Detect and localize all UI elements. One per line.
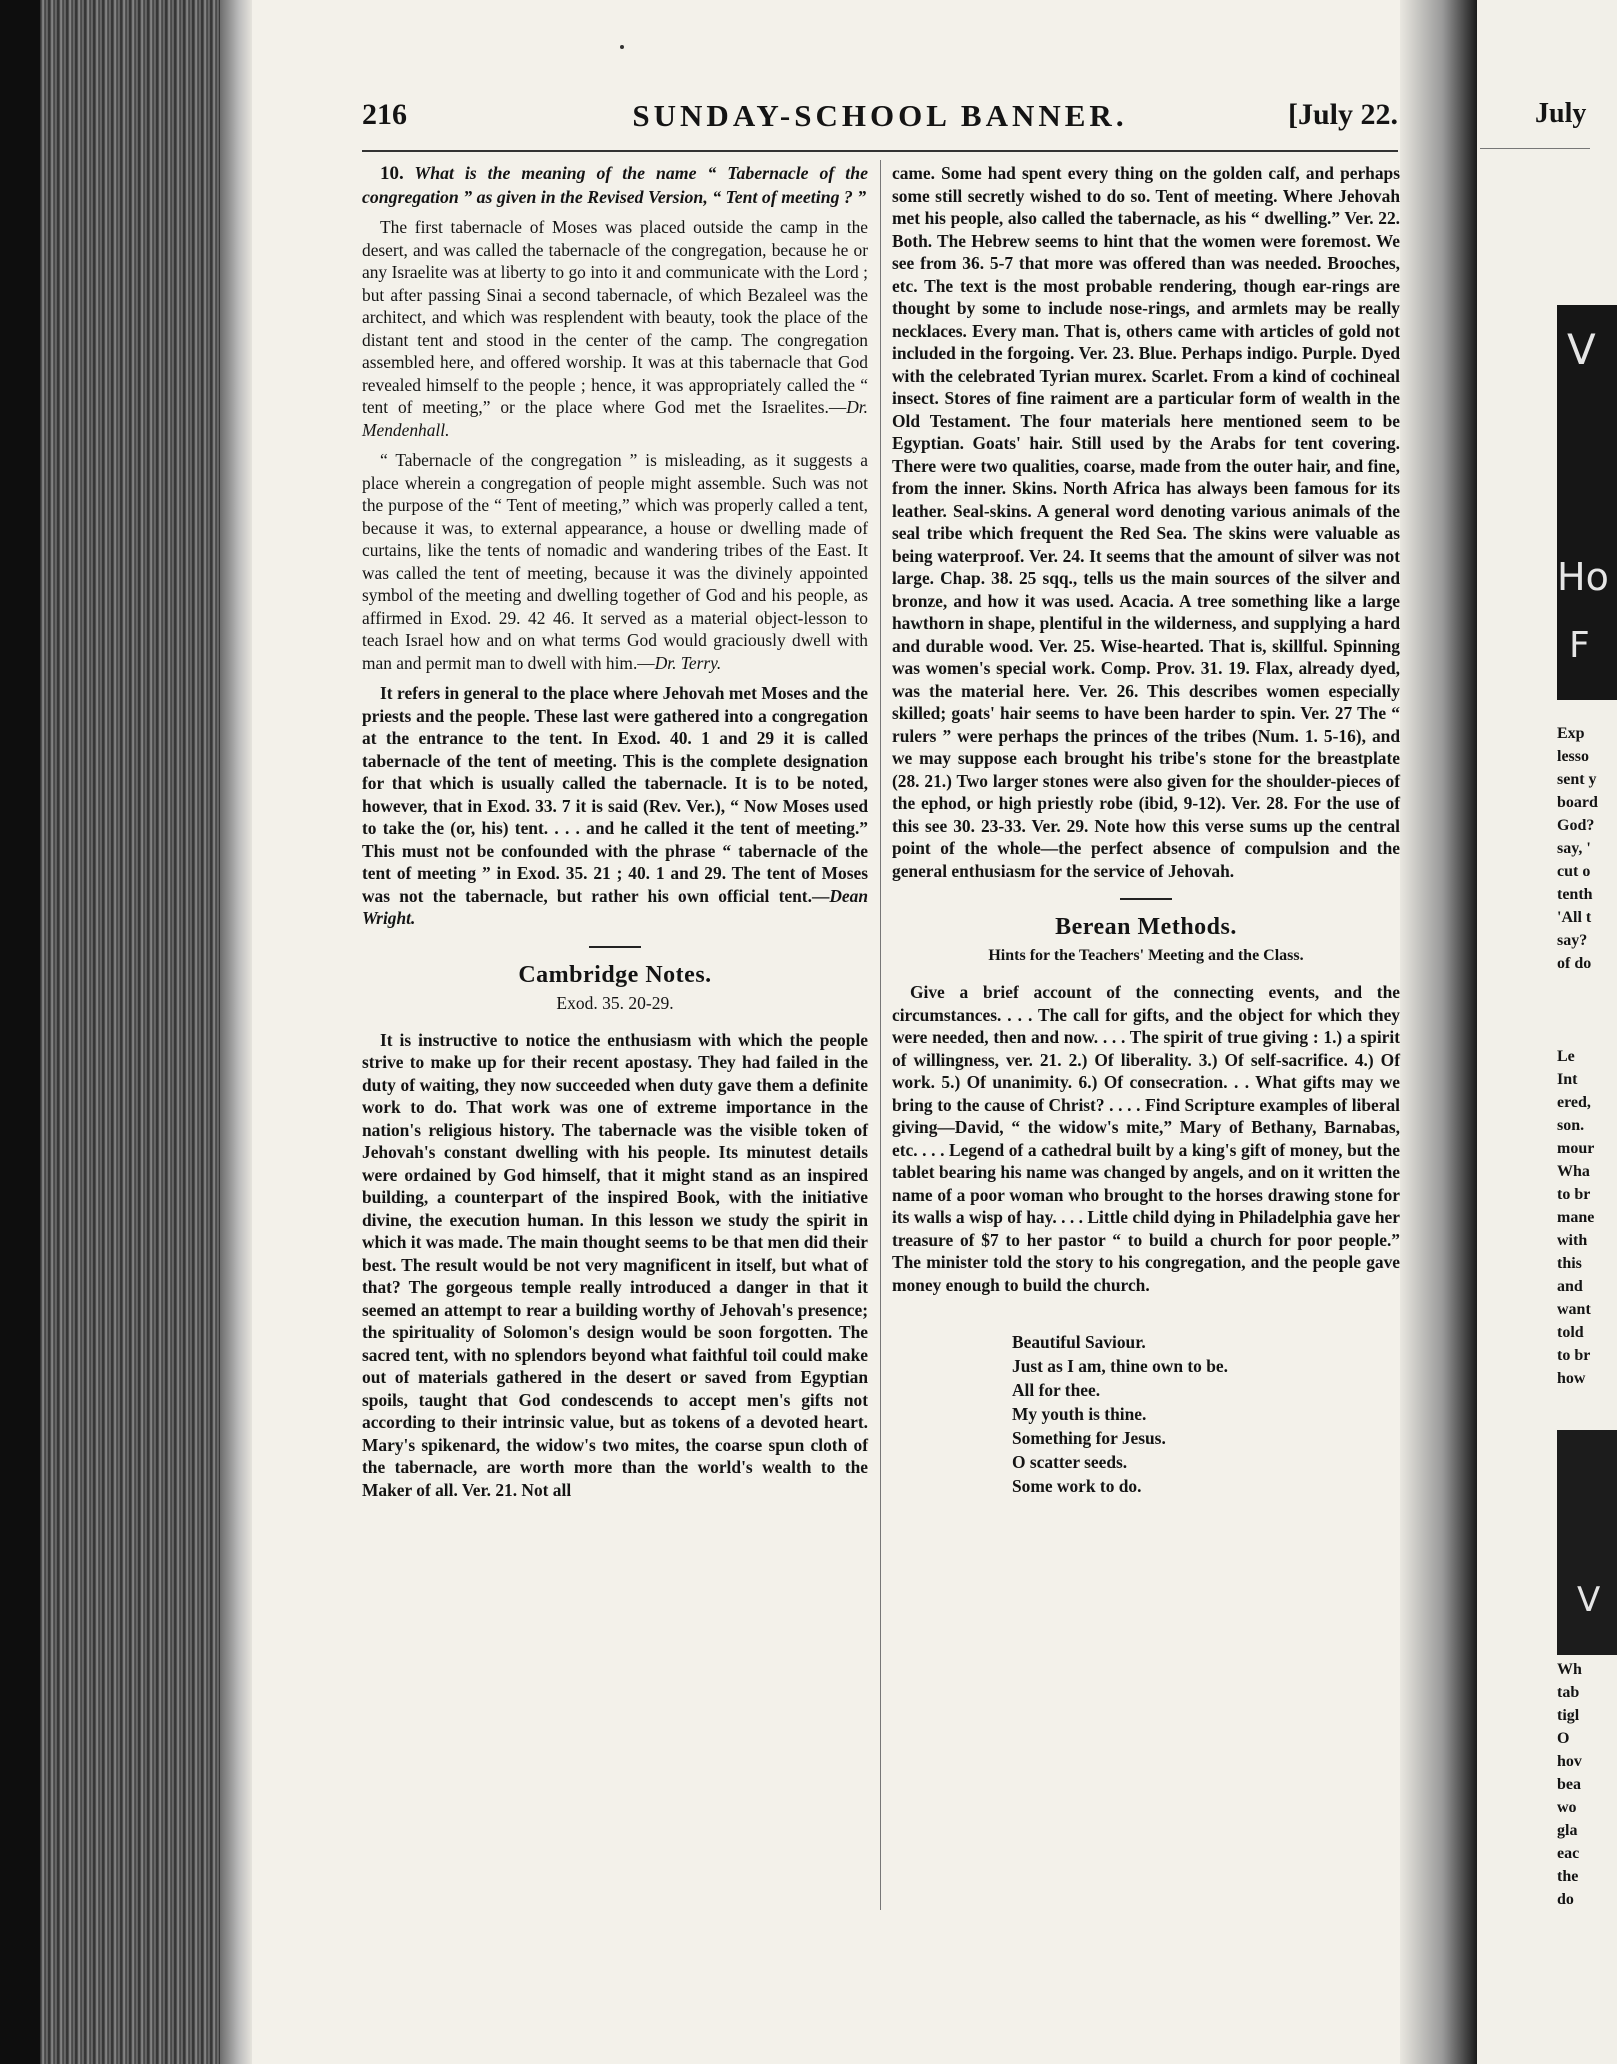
text-line: of do (1557, 955, 1592, 972)
page-number: 216 (362, 98, 407, 131)
text-line: tigl (1557, 1707, 1580, 1724)
right-column (892, 162, 1400, 1498)
chalk-letter: V (1577, 1580, 1601, 1620)
right-page-text-b (1557, 1045, 1607, 1390)
page-edges (40, 0, 220, 2064)
berean-methods-subtitle: Hints for the Teachers' Meeting and the Class. (988, 946, 1304, 964)
text-line: want (1557, 1301, 1591, 1318)
text-line: sent y (1557, 771, 1597, 788)
section-rule (1120, 898, 1172, 900)
berean-methods-title: Berean Methods. (1055, 914, 1237, 940)
section-rule (589, 946, 641, 948)
paragraph-text: It refers in general to the place where Jehovah met Moses and the priests and the people. These last were gathered into a congregation at the entrance to the tent. In Exod. 40. 1 and 29 it is called tabernacle of the tent of meeting. This is the complete designation for that which is usually called the tabernacle. It is to be noted, however, that in Exod. 33. 7 it is said (Rev. Ver.), “ Now Moses used to take the (or, his) tent. . . . and he called it the tent of meeting.” This must not be confounded with the phrase “ tabernacle of the tent of meeting ” in Exod. 35. 21 ; 40. 1 and 29. The tent of Moses was not the tabernacle, but rather his own official tent.— (362, 683, 868, 906)
chalk-letter: V (1567, 325, 1596, 374)
text-line: tenth (1557, 886, 1593, 903)
header-rule (362, 150, 1398, 152)
question-10 (362, 162, 868, 208)
text-line: wo (1557, 1799, 1577, 1816)
text-line: Exp (1557, 725, 1585, 742)
paragraph-text: The first tabernacle of Moses was placed outside the camp in the desert, and was called the tabernacle of the congregation, because he or any Israelite was at liberty to go into it and communicate with the Lord ; but after passing Sinai a second tabernacle, of which Bezaleel was the architect, and which was resplendent with beauty, took the place of the distant tent and stood in the center of the camp. The congregation assembled here, and offered worship. It was at this tabernacle that God revealed himself to the people ; hence, it was appropriately called the “ tent of meeting,” or the place where God met the Israelites.— (362, 217, 868, 417)
chalk-letter: Ho (1557, 555, 1609, 599)
right-page-text-c (1557, 1658, 1607, 1911)
page-gutter (1400, 0, 1477, 2064)
text-line: how (1557, 1370, 1586, 1387)
text-line: son. (1557, 1117, 1585, 1134)
question-number: 10. (380, 163, 404, 184)
right-page-text-a (1557, 722, 1607, 975)
paragraph-mendenhall (362, 216, 868, 441)
paragraph-text: “ Tabernacle of the congregation ” is misleading, as it suggests a place wherein a congregation of people might assemble. Such was not the purpose of the “ Tent of meeting,” which was properly called a tent, because it was, to external appearance, a house or dwelling made of curtains, like the tents of nomadic and wandering tribes of the East. It was called the tent of meeting, because it was the divinely appointed symbol of the meeting and dwelling together of God and his people, as affirmed in Exod. 29. 42 46. It served as a material object-lesson to teach Israel how and on what terms God would graciously dwell with man and permit man to dwell with him.— (362, 450, 868, 673)
blackboard-illustration (1557, 305, 1617, 700)
hymn-item: All for thee. (1012, 1380, 1101, 1400)
page-title: SUNDAY-SCHOOL BANNER. (632, 98, 1128, 133)
text-line: gla (1557, 1822, 1578, 1839)
right-page-title: July (1535, 98, 1587, 129)
text-line: board (1557, 794, 1598, 811)
hymn-list (1012, 1330, 1400, 1498)
text-line: with (1557, 1232, 1588, 1249)
paragraph-terry (362, 449, 868, 674)
cambridge-notes-text: It is instructive to notice the enthusiasm with which the people strive to make up for their recent apostasy. They had failed in the duty of waiting, they now succeeded when duty gave them a definite work to do. That work was one of extreme importance in the nation's religious history. The tabernacle was the visible token of Jehovah's constant dwelling with his people. Its minutest details were ordained by God himself, that it might stand as an inspired building, a counterpart of the inspired Book, with the initiative divine, the execution human. In this lesson we study the spirit in which it was made. The main thought seems to be that men did their best. The result would be not very magnificent in itself, but what of that? The gorgeous temple really introduced a danger in that it seemed an attempt to rear a building worthy of Jehovah's presence; the spirituality of Solomon's design would be soon forgotten. The sacred tent, with no splendors beyond what faithful toil could make out of materials gathered in the desert or saved from Egyptian spoils, taught that God condescends to accept men's gifts not according to their intrinsic value, but as tokens of a devoted heart. Mary's spikenard, the widow's two mites, the coarse spun cloth of the tabernacle, are worth more than the world's wealth to the Maker of all. Ver. 21. Not all (362, 1029, 868, 1500)
text-line: told (1557, 1324, 1584, 1341)
berean-methods-text: Give a brief account of the connecting events, and the circumstances. . . . The call for gifts, and the object for which they were needed, then and now. . . . The spirit of true giving : 1.) a spirit of willingness, ver. 21. 2.) Of liberality. 3.) Of self-sacrifice. 4.) Of work. 5.) Of unanimity. 6.) Of consecration. . . What gifts may we bring to the cause of Christ? . . . . Find Scripture examples of liberal giving—David, “ the widow's mite,” Mary of Bethany, Barnabas, etc. . . . Legend of a cathedral built by a king's gift of money, but the tablet bearing his name was changed by angels, and on it written the name of a poor woman who brought to the horses drawing stone for its walls a wisp of hay. . . . Little child dying in Philadelphia gave her treasure of $7 to her pastor “ to build a church for poor people.” The minister told the story to his congregation, and the people gave money enough to build the church. (892, 982, 1400, 1295)
text-line: tab (1557, 1684, 1580, 1701)
text-line: bea (1557, 1776, 1581, 1793)
attribution: Dr. Terry. (654, 652, 722, 673)
hymn-item: My youth is thine. (1012, 1404, 1147, 1424)
attribution: Dr. Mendenhall. (362, 397, 868, 440)
text-line: say, ' (1557, 840, 1591, 857)
text-line: to br (1557, 1347, 1591, 1364)
page-date: [July 22. (1287, 98, 1398, 131)
column-divider (880, 160, 881, 1910)
text-line: 'All t (1557, 909, 1592, 926)
print-speck (620, 45, 624, 49)
question-text: What is the meaning of the name “ Tabernacle of the congregation ” as given in the Revised Version, “ Tent of meeting ? ” (362, 163, 869, 207)
book-binding (0, 0, 40, 2064)
text-line: do (1557, 1891, 1574, 1908)
text-line: say? (1557, 932, 1588, 949)
text-line: Wha (1557, 1163, 1590, 1180)
text-line: this (1557, 1255, 1582, 1272)
hymn-item: Something for Jesus. (1012, 1428, 1166, 1448)
right-page-rule (1480, 148, 1590, 149)
cambridge-notes-title: Cambridge Notes. (518, 961, 712, 988)
page-header (362, 98, 1398, 138)
paragraph-wright (362, 682, 868, 930)
text-line: and (1557, 1278, 1583, 1295)
text-line: ered, (1557, 1094, 1591, 1111)
hymn-item: O scatter seeds. (1012, 1452, 1128, 1472)
text-line: to br (1557, 1186, 1591, 1203)
hymn-item: Beautiful Saviour. (1012, 1332, 1146, 1352)
hymn-item: Just as I am, thine own to be. (1012, 1356, 1228, 1376)
text-line: Wh (1557, 1661, 1582, 1678)
text-line: Int (1557, 1071, 1578, 1088)
blackboard-illustration (1557, 1430, 1617, 1655)
text-line: Le (1557, 1048, 1575, 1065)
text-line: O (1557, 1730, 1570, 1747)
text-line: cut o (1557, 863, 1591, 880)
text-line: lesso (1557, 748, 1589, 765)
text-line: the (1557, 1868, 1579, 1885)
chalk-letter: F (1569, 625, 1590, 666)
hymn-item: Some work to do. (1012, 1476, 1142, 1496)
text-line: mour (1557, 1140, 1595, 1157)
text-line: God? (1557, 817, 1595, 834)
binding-shadow (220, 0, 252, 2064)
text-line: mane (1557, 1209, 1595, 1226)
attribution: Dean Wright. (362, 885, 868, 928)
cambridge-notes-reference: Exod. 35. 20-29. (556, 993, 674, 1013)
text-line: hov (1557, 1753, 1582, 1770)
left-column (362, 162, 868, 1509)
text-line: eac (1557, 1845, 1580, 1862)
notes-continuation: came. Some had spent every thing on the golden calf, and perhaps some still secretly wished to do so. Tent of meeting. Where Jehovah met his people, also called the tabernacle, as his “ dwelling.” Ver. 22. Both. The Hebrew seems to hint that the women were foremost. We see from 36. 5-7 that more was offered than was needed. Brooches, etc. The text is the most probable rendering, though ear-rings are thought by some to include nose-rings, and armlets may be really necklaces. Every man. That is, others came with articles of gold not included in the forgoing. Ver. 23. Blue. Perhaps indigo. Purple. Dyed with the celebrated Tyrian murex. Scarlet. From a kind of cochineal insect. Stores of fine raiment are a particular form of wealth in the Old Testament. The four materials here mentioned seem to be Egyptian. Goats' hair. Still used by the Arabs for tent covering. There were two qualities, coarse, made from the outer hair, and fine, from the inner. Skins. North Africa has always been famous for its leather. Seal-skins. A general word denoting various animals of the seal tribe which frequent the Red Sea. The skins were valuable as being waterproof. Ver. 24. It seems that the amount of silver was not large. Chap. 38. 25 sqq., tells us the main sources of the silver and bronze, and how it was used. Acacia. A tree something like a large hawthorn in shape, plentiful in the wilderness, and supplying a hard and durable wood. Ver. 25. Wise-hearted. That is, skillful. Spinning was women's special work. Comp. Prov. 31. 19. Flax, already dyed, was the material here. Ver. 26. This describes women especially skilled; goats' hair seems to have been harder to spin. Ver. 27 The “ rulers ” were perhaps the princes of the tribes (Num. 1. 5-16), and we may suppose each brought his tribe's stone for the breastplate (28. 21.) Two larger stones were also given for the shoulder-pieces of the ephod, or high priestly robe (ibid, 9-12). Ver. 28. For the use of this see 30. 23-33. Ver. 29. Note how this verse sums up the central point of the whole—the perfect absence of compulsion and the general enthusiasm for the service of Jehovah. (892, 163, 1400, 881)
